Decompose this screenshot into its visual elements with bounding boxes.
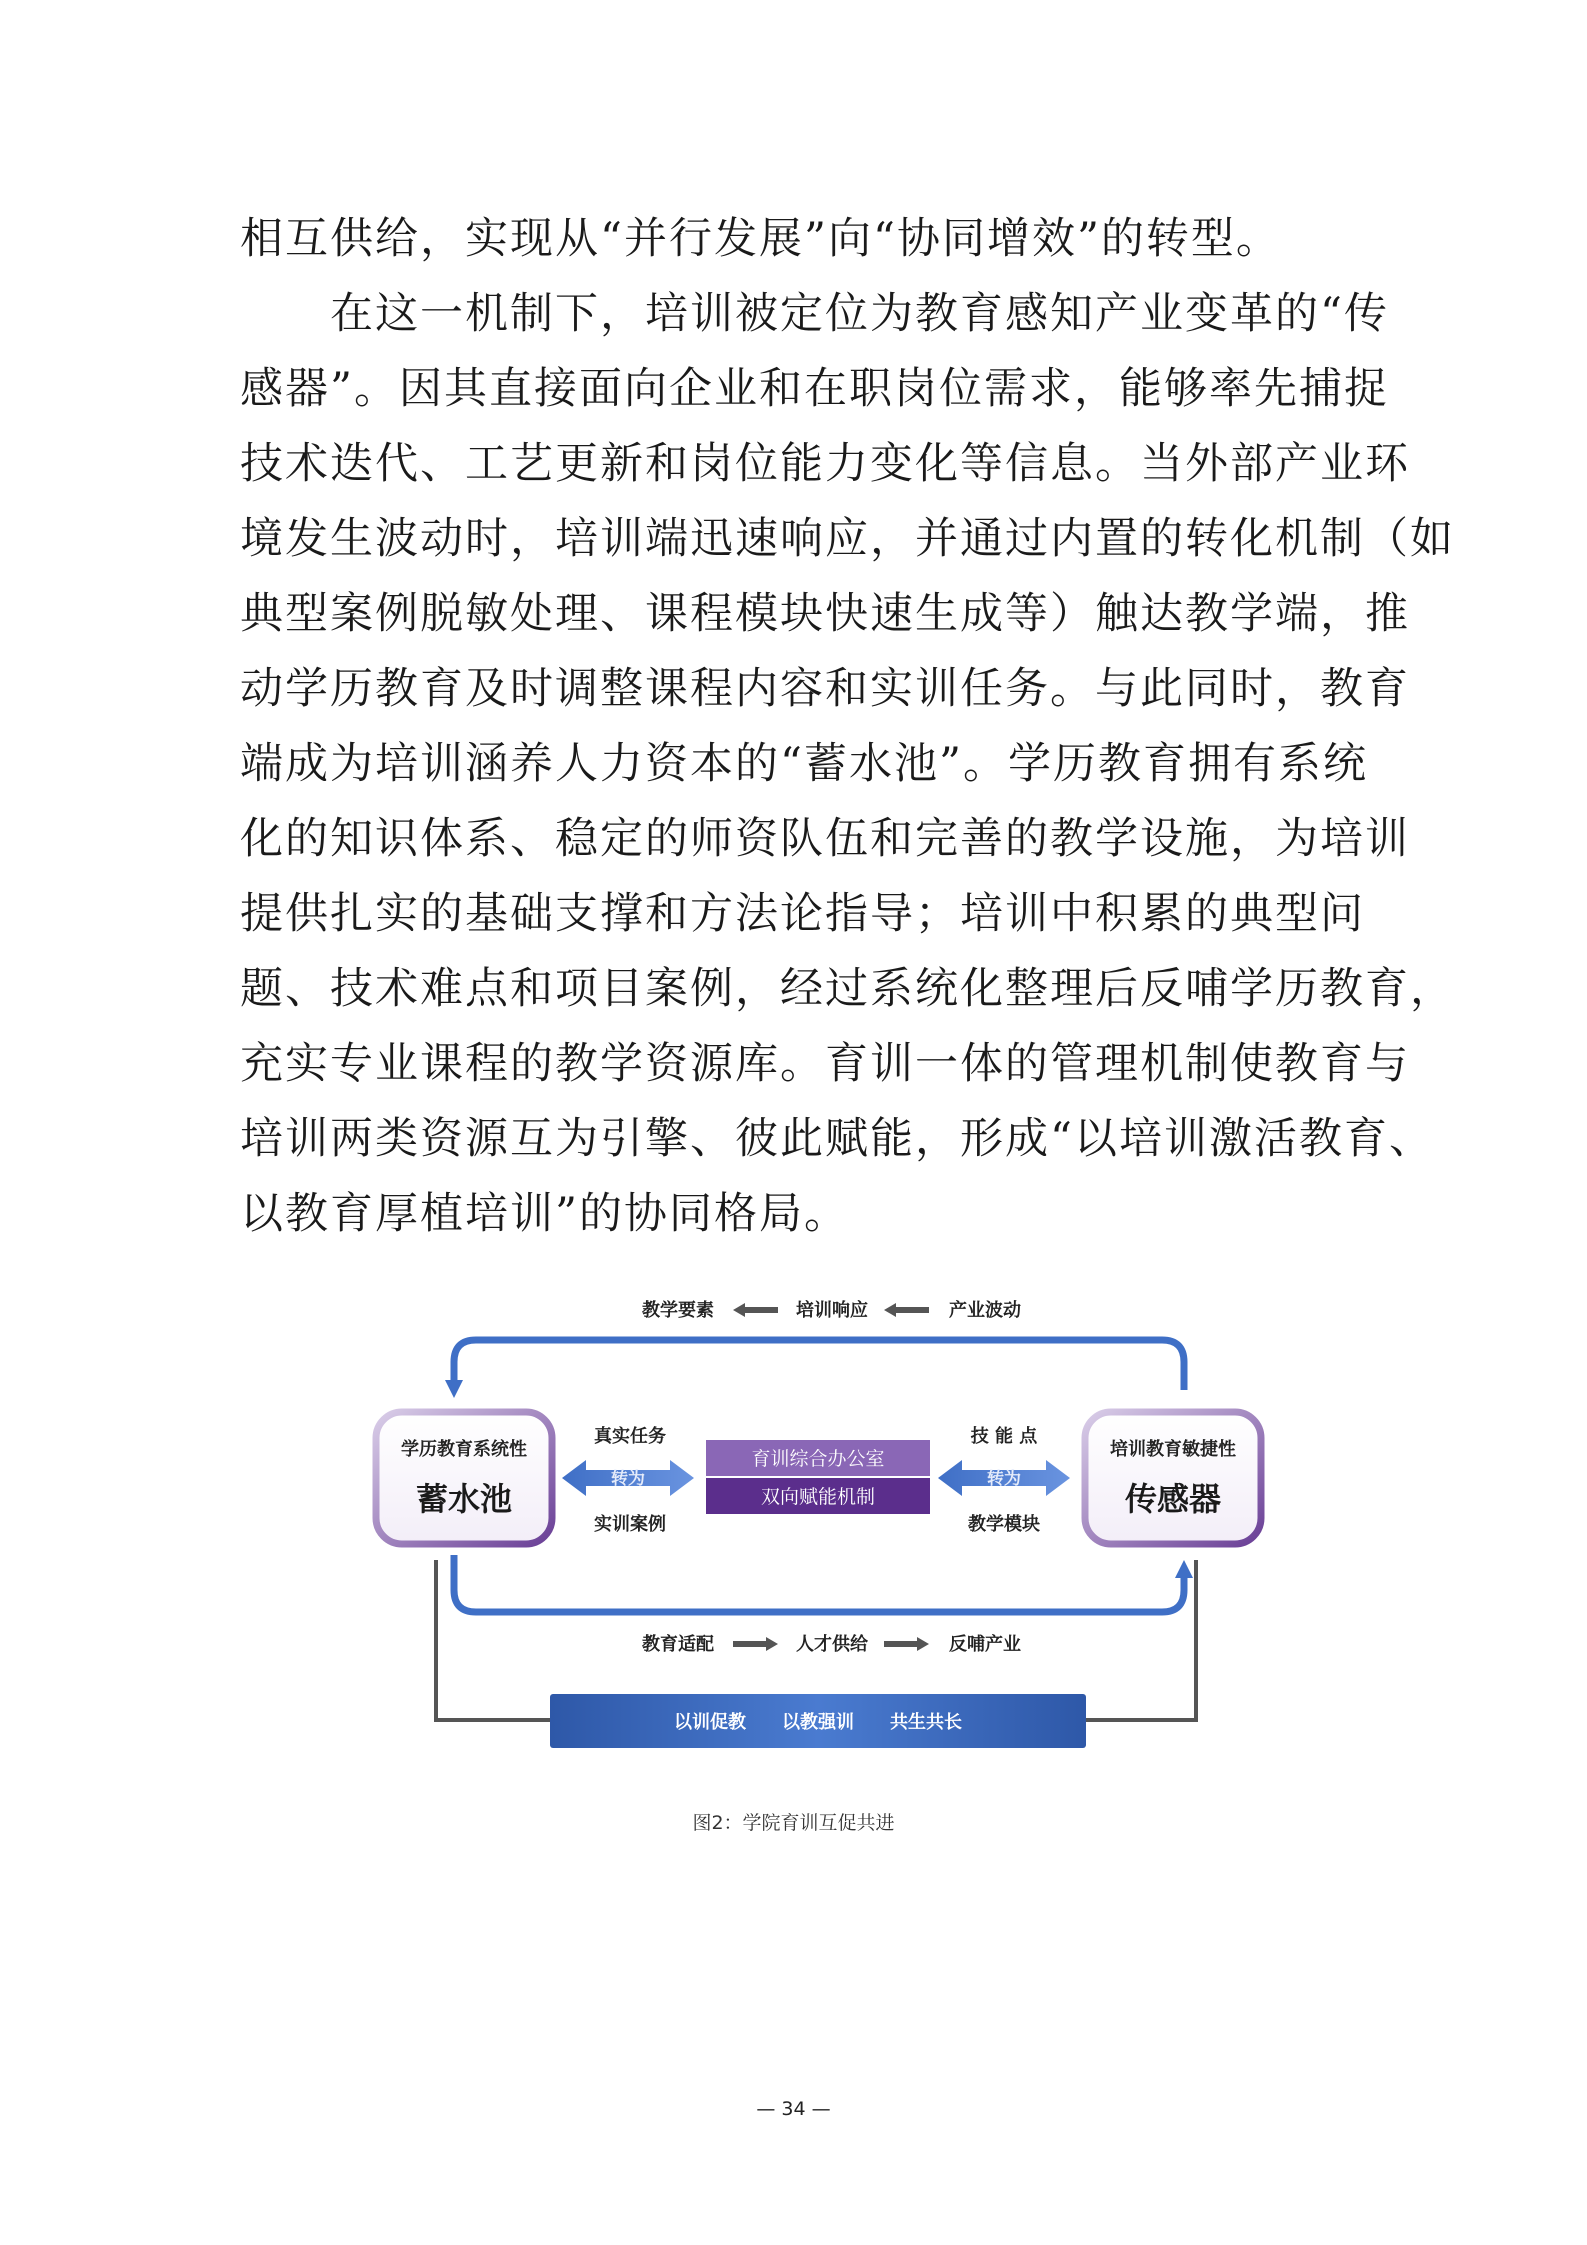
right-box-title: 传感器 xyxy=(1124,1480,1222,1518)
top-flow-label-2: 培训响应 xyxy=(796,1300,868,1321)
text-line: 在这一机制下，培训被定位为教育感知产业变革的“传 xyxy=(240,289,1389,339)
right-arrow-icon xyxy=(884,1637,929,1651)
text-line: 典型案例脱敏处理、课程模块快速生成等）触达教学端，推 xyxy=(240,589,1410,639)
text-line: 提供扎实的基础支撑和方法论指导；培训中积累的典型问 xyxy=(240,889,1365,939)
left-arrow-mid-label: 转为 xyxy=(611,1469,645,1489)
slogan-1: 以训促教 xyxy=(674,1712,746,1733)
left-arrow-icon xyxy=(733,1303,778,1317)
top-loop-arrow xyxy=(454,1340,1184,1390)
bottom-flow-label-2: 人才供给 xyxy=(796,1634,868,1655)
text-line: 感器”。因其直接面向企业和在职岗位需求，能够率先捕捉 xyxy=(240,364,1389,414)
right-arrow-mid-label: 转为 xyxy=(987,1469,1021,1489)
down-arrow-icon xyxy=(445,1380,463,1398)
right-box xyxy=(1085,1412,1261,1544)
center-bottom-label: 双向赋能机制 xyxy=(760,1486,876,1508)
bottom-flow-label-3: 反哺产业 xyxy=(949,1634,1021,1655)
top-flow-label-1: 教学要素 xyxy=(642,1300,714,1321)
center-top-label: 育训综合办公室 xyxy=(751,1448,885,1470)
text-line: 充实专业课程的教学资源库。育训一体的管理机制使教育与 xyxy=(240,1039,1410,1089)
right-arrow-bottom-label: 教学模块 xyxy=(968,1514,1040,1535)
text-line: 端成为培训涵养人力资本的“蓄水池”。学历教育拥有系统 xyxy=(240,739,1368,789)
bottom-loop-arrow xyxy=(454,1555,1184,1612)
figure-caption: 图2：学院育训互促共进 xyxy=(692,1812,895,1834)
text-line: 相互供给，实现从“并行发展”向“协同增效”的转型。 xyxy=(240,214,1281,264)
left-box xyxy=(376,1412,552,1544)
top-flow-label-3: 产业波动 xyxy=(949,1300,1021,1321)
text-line: 题、技术难点和项目案例，经过系统化整理后反哺学历教育， xyxy=(240,964,1455,1014)
right-box-subtitle: 培训教育敏捷性 xyxy=(1110,1439,1236,1460)
slogan-2: 以教强训 xyxy=(782,1712,854,1733)
left-box-title: 蓄水池 xyxy=(415,1480,513,1518)
text-line: 以教育厚植培训”的协同格局。 xyxy=(240,1189,849,1239)
text-line: 技术迭代、工艺更新和岗位能力变化等信息。当外部产业环 xyxy=(240,439,1410,489)
left-box-subtitle: 学历教育系统性 xyxy=(401,1439,527,1460)
slogan-3: 共生共长 xyxy=(890,1712,962,1733)
page-number: — 34 — xyxy=(756,2098,831,2120)
text-line: 动学历教育及时调整课程内容和实训任务。与此同时，教育 xyxy=(240,664,1410,714)
right-arrow-icon xyxy=(733,1637,778,1651)
left-arrow-top-label: 真实任务 xyxy=(594,1426,666,1447)
bottom-flow-label-1: 教育适配 xyxy=(642,1634,714,1655)
left-arrow-icon xyxy=(884,1303,929,1317)
text-line: 境发生波动时，培训端迅速响应，并通过内置的转化机制（如 xyxy=(240,514,1455,564)
text-line: 培训两类资源互为引擎、彼此赋能，形成“以培训激活教育、 xyxy=(240,1114,1434,1164)
text-line: 化的知识体系、稳定的师资队伍和完善的教学设施，为培训 xyxy=(240,814,1410,864)
up-arrow-icon xyxy=(1175,1560,1193,1578)
right-arrow-top-label: 技 能 点 xyxy=(970,1426,1038,1447)
left-arrow-bottom-label: 实训案例 xyxy=(594,1514,666,1535)
